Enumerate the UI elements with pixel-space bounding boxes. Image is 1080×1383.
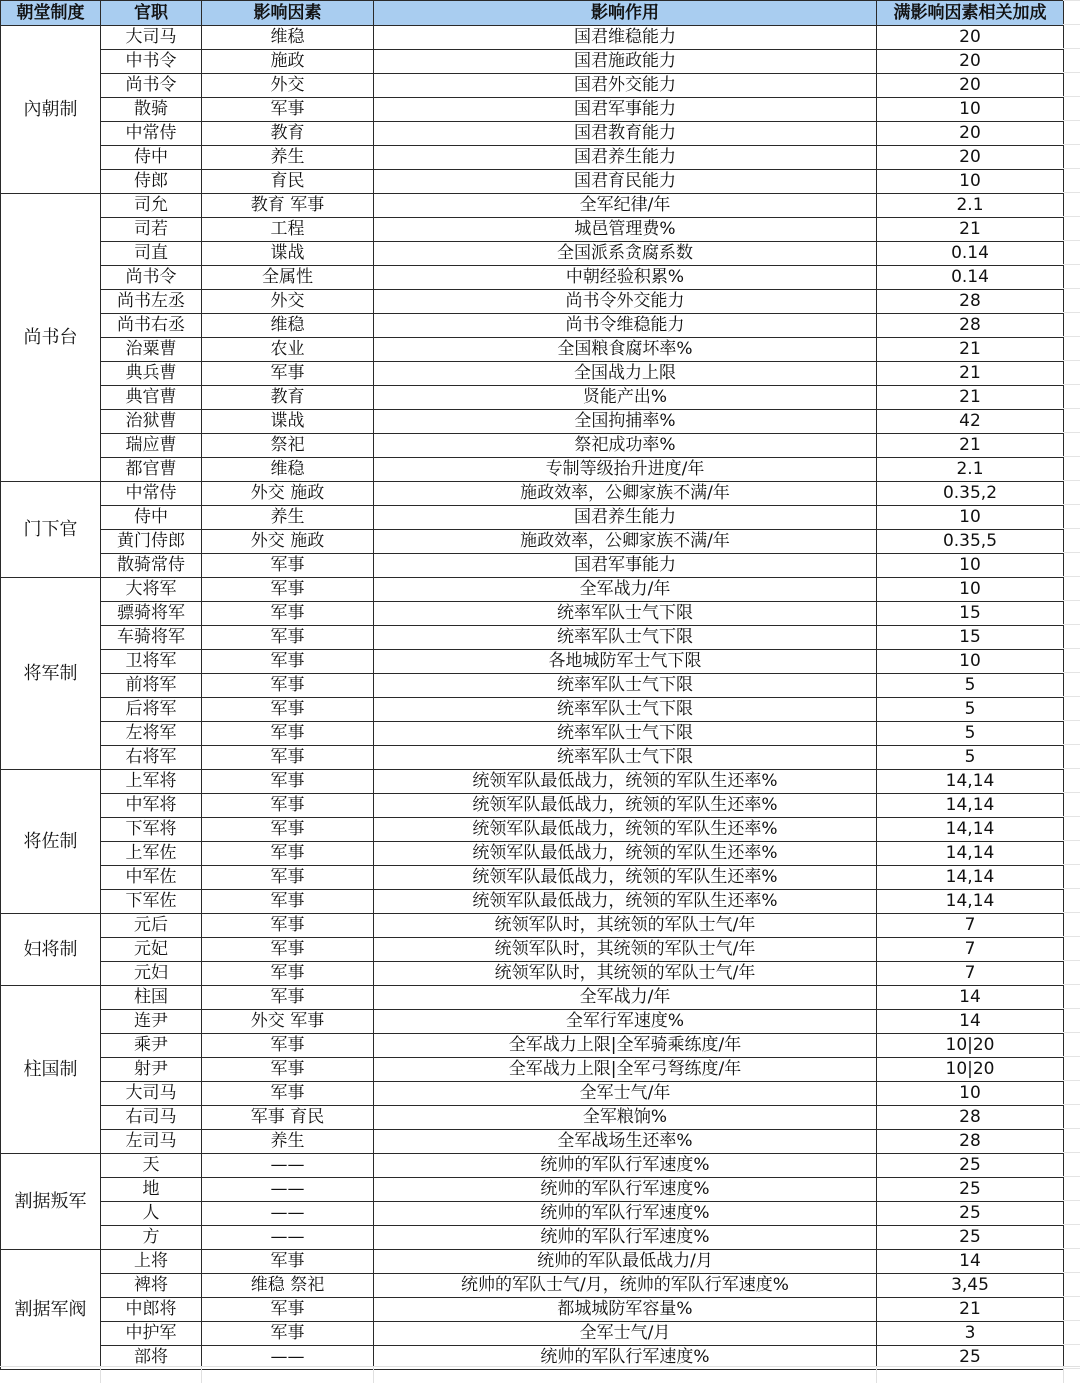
- factor-cell[interactable]: 外交: [202, 74, 374, 98]
- bonus-cell[interactable]: 25: [877, 1226, 1064, 1250]
- office-cell[interactable]: 瑞应曹: [101, 434, 202, 458]
- office-cell[interactable]: 骠骑将军: [101, 602, 202, 626]
- table-row: [1, 314, 1064, 338]
- table-row: [1, 1106, 1064, 1130]
- table-row: [1, 602, 1064, 626]
- bonus-cell[interactable]: 7: [877, 914, 1064, 938]
- factor-cell[interactable]: 教育 军事: [202, 194, 374, 218]
- factor-cell[interactable]: 军事: [202, 842, 374, 866]
- bonus-cell[interactable]: 28: [877, 290, 1064, 314]
- bonus-cell[interactable]: 10: [877, 554, 1064, 578]
- office-cell[interactable]: 司允: [101, 194, 202, 218]
- factor-cell[interactable]: 维稳 祭祀: [202, 1274, 374, 1298]
- factor-cell[interactable]: 军事: [202, 1322, 374, 1346]
- table-row: [1, 818, 1064, 842]
- effect-cell[interactable]: 全国拘捕率%: [374, 410, 877, 434]
- effect-cell[interactable]: 全军纪律/年: [374, 194, 877, 218]
- bonus-cell[interactable]: 21: [877, 362, 1064, 386]
- bonus-cell[interactable]: 14,14: [877, 890, 1064, 914]
- bonus-cell[interactable]: 25: [877, 1154, 1064, 1178]
- effect-cell[interactable]: 施政效率，公卿家族不满/年: [374, 482, 877, 506]
- table-row: [1, 1178, 1064, 1202]
- table-row: [1, 1250, 1064, 1274]
- table-row: [1, 98, 1064, 122]
- office-cell[interactable]: 侍中: [101, 506, 202, 530]
- bonus-cell[interactable]: 20: [877, 146, 1064, 170]
- effect-cell[interactable]: 统率军队士气下限: [374, 626, 877, 650]
- effect-cell[interactable]: 国君养生能力: [374, 506, 877, 530]
- effect-cell[interactable]: 尚书令维稳能力: [374, 314, 877, 338]
- office-cell[interactable]: 乘尹: [101, 1034, 202, 1058]
- factor-cell[interactable]: 军事: [202, 1250, 374, 1274]
- effect-cell[interactable]: 国君军事能力: [374, 554, 877, 578]
- bonus-cell[interactable]: 25: [877, 1346, 1064, 1370]
- factor-cell[interactable]: 军事 育民: [202, 1106, 374, 1130]
- table-row: [1, 1010, 1064, 1034]
- factor-cell[interactable]: 军事: [202, 650, 374, 674]
- office-cell[interactable]: 裨将: [101, 1274, 202, 1298]
- factor-cell[interactable]: 农业: [202, 338, 374, 362]
- office-cell[interactable]: 下军将: [101, 818, 202, 842]
- table-row: [1, 722, 1064, 746]
- factor-cell[interactable]: 军事: [202, 1058, 374, 1082]
- office-cell[interactable]: 左将军: [101, 722, 202, 746]
- bonus-cell[interactable]: 5: [877, 746, 1064, 770]
- effect-cell[interactable]: 国君育民能力: [374, 170, 877, 194]
- bonus-cell[interactable]: 25: [877, 1202, 1064, 1226]
- factor-cell[interactable]: ——: [202, 1154, 374, 1178]
- table-row: [1, 26, 1064, 50]
- table-row: [1, 866, 1064, 890]
- office-cell[interactable]: 中军佐: [101, 866, 202, 890]
- table-row: [1, 1274, 1064, 1298]
- header-office[interactable]: 官职: [101, 1, 202, 26]
- effect-cell[interactable]: 统领军队时，其统领的军队士气/年: [374, 938, 877, 962]
- effect-cell[interactable]: 全国战力上限: [374, 362, 877, 386]
- table-row: [1, 218, 1064, 242]
- table-row: [1, 362, 1064, 386]
- factor-cell[interactable]: ——: [202, 1178, 374, 1202]
- bonus-cell[interactable]: 14,14: [877, 770, 1064, 794]
- factor-cell[interactable]: ——: [202, 1226, 374, 1250]
- bonus-cell[interactable]: 14,14: [877, 818, 1064, 842]
- effect-cell[interactable]: 统率军队士气下限: [374, 746, 877, 770]
- office-cell[interactable]: 散骑: [101, 98, 202, 122]
- bonus-cell[interactable]: 3,45: [877, 1274, 1064, 1298]
- header-effect[interactable]: 影响作用: [374, 1, 877, 26]
- table-row: [1, 482, 1064, 506]
- table-row: [1, 674, 1064, 698]
- effect-cell[interactable]: 统领军队最低战力，统领的军队生还率%: [374, 770, 877, 794]
- office-cell[interactable]: 人: [101, 1202, 202, 1226]
- office-cell[interactable]: 右将军: [101, 746, 202, 770]
- table-row: [1, 554, 1064, 578]
- effect-cell[interactable]: 专制等级抬升进度/年: [374, 458, 877, 482]
- effect-cell[interactable]: 统领军队最低战力，统领的军队生还率%: [374, 794, 877, 818]
- bonus-cell[interactable]: 7: [877, 962, 1064, 986]
- factor-cell[interactable]: 军事: [202, 938, 374, 962]
- effect-cell[interactable]: 统帅的军队行军速度%: [374, 1346, 877, 1370]
- office-cell[interactable]: 连尹: [101, 1010, 202, 1034]
- effect-cell[interactable]: 统帅的军队行军速度%: [374, 1202, 877, 1226]
- effect-cell[interactable]: 都城城防军容量%: [374, 1298, 877, 1322]
- factor-cell[interactable]: 养生: [202, 506, 374, 530]
- table-row: [1, 794, 1064, 818]
- bonus-cell[interactable]: 5: [877, 674, 1064, 698]
- effect-cell[interactable]: 国君军事能力: [374, 98, 877, 122]
- table-row: [1, 290, 1064, 314]
- system-cell[interactable]: 将军制: [1, 578, 101, 770]
- office-cell[interactable]: 中书令: [101, 50, 202, 74]
- factor-cell[interactable]: 军事: [202, 362, 374, 386]
- table-row: [1, 770, 1064, 794]
- factor-cell[interactable]: 全属性: [202, 266, 374, 290]
- effect-cell[interactable]: 贤能产出%: [374, 386, 877, 410]
- factor-cell[interactable]: 养生: [202, 146, 374, 170]
- table-row: [1, 506, 1064, 530]
- bonus-cell[interactable]: 14,14: [877, 866, 1064, 890]
- table-row: [1, 1082, 1064, 1106]
- office-cell[interactable]: 中常侍: [101, 482, 202, 506]
- effect-cell[interactable]: 国君教育能力: [374, 122, 877, 146]
- office-cell[interactable]: 元妃: [101, 938, 202, 962]
- effect-cell[interactable]: 全军士气/年: [374, 1082, 877, 1106]
- office-cell[interactable]: 都官曹: [101, 458, 202, 482]
- bonus-cell[interactable]: 28: [877, 314, 1064, 338]
- office-cell[interactable]: 大司马: [101, 26, 202, 50]
- bonus-cell[interactable]: 14: [877, 986, 1064, 1010]
- effect-cell[interactable]: 统领军队最低战力，统领的军队生还率%: [374, 866, 877, 890]
- table-row: [1, 650, 1064, 674]
- bonus-cell[interactable]: 5: [877, 722, 1064, 746]
- office-cell[interactable]: 上军佐: [101, 842, 202, 866]
- bonus-cell[interactable]: 7: [877, 938, 1064, 962]
- bonus-cell[interactable]: 0.35,2: [877, 482, 1064, 506]
- office-cell[interactable]: 后将军: [101, 698, 202, 722]
- office-cell[interactable]: 卫将军: [101, 650, 202, 674]
- office-cell[interactable]: 上军将: [101, 770, 202, 794]
- bonus-cell[interactable]: 25: [877, 1178, 1064, 1202]
- effect-cell[interactable]: 城邑管理费%: [374, 218, 877, 242]
- bonus-cell[interactable]: 10: [877, 170, 1064, 194]
- table-row: [1, 458, 1064, 482]
- table-row: [1, 434, 1064, 458]
- bonus-cell[interactable]: 20: [877, 74, 1064, 98]
- table-row: [1, 986, 1064, 1010]
- office-cell[interactable]: 柱国: [101, 986, 202, 1010]
- office-cell[interactable]: 下军佐: [101, 890, 202, 914]
- empty-grid-row: [0, 1366, 1080, 1383]
- factor-cell[interactable]: 教育: [202, 122, 374, 146]
- table-row: [1, 1058, 1064, 1082]
- effect-cell[interactable]: 统率军队士气下限: [374, 674, 877, 698]
- office-cell[interactable]: 车骑将军: [101, 626, 202, 650]
- office-cell[interactable]: 上将: [101, 1250, 202, 1274]
- factor-cell[interactable]: 军事: [202, 818, 374, 842]
- empty-grid-column: [1063, 0, 1080, 1382]
- table-row: [1, 50, 1064, 74]
- bonus-cell[interactable]: 15: [877, 626, 1064, 650]
- effect-cell[interactable]: 统率军队士气下限: [374, 602, 877, 626]
- table-row: [1, 410, 1064, 434]
- table-row: [1, 266, 1064, 290]
- effect-cell[interactable]: 统率军队士气下限: [374, 722, 877, 746]
- header-bonus[interactable]: 满影响因素相关加成: [877, 1, 1064, 26]
- effect-cell[interactable]: 统帅的军队士气/月，统帅的军队行军速度%: [374, 1274, 877, 1298]
- effect-cell[interactable]: 统领军队最低战力，统领的军队生还率%: [374, 890, 877, 914]
- office-cell[interactable]: 侍中: [101, 146, 202, 170]
- system-cell[interactable]: 割据军阀: [1, 1250, 101, 1370]
- effect-cell[interactable]: 施政效率，公卿家族不满/年: [374, 530, 877, 554]
- header-row: [1, 1, 1064, 26]
- effect-cell[interactable]: 全军行军速度%: [374, 1010, 877, 1034]
- factor-cell[interactable]: 军事: [202, 890, 374, 914]
- factor-cell[interactable]: 外交 施政: [202, 482, 374, 506]
- effect-cell[interactable]: 国君养生能力: [374, 146, 877, 170]
- table-row: [1, 746, 1064, 770]
- office-cell[interactable]: 尚书右丞: [101, 314, 202, 338]
- effect-cell[interactable]: 统领军队时，其统领的军队士气/年: [374, 962, 877, 986]
- office-cell[interactable]: 司若: [101, 218, 202, 242]
- factor-cell[interactable]: 施政: [202, 50, 374, 74]
- factor-cell[interactable]: 军事: [202, 1082, 374, 1106]
- effect-cell[interactable]: 全国粮食腐坏率%: [374, 338, 877, 362]
- bonus-cell[interactable]: 14,14: [877, 842, 1064, 866]
- bonus-cell[interactable]: 2.1: [877, 458, 1064, 482]
- table-row: [1, 122, 1064, 146]
- system-cell[interactable]: 割据叛军: [1, 1154, 101, 1250]
- bonus-cell[interactable]: 15: [877, 602, 1064, 626]
- table-body: [1, 26, 1064, 1370]
- factor-cell[interactable]: 祭祀: [202, 434, 374, 458]
- system-cell[interactable]: 柱国制: [1, 986, 101, 1154]
- effect-cell[interactable]: 全军战力/年: [374, 578, 877, 602]
- factor-cell[interactable]: 军事: [202, 770, 374, 794]
- bonus-cell[interactable]: 0.14: [877, 242, 1064, 266]
- table-row: [1, 1034, 1064, 1058]
- table-row: [1, 146, 1064, 170]
- factor-cell[interactable]: 军事: [202, 602, 374, 626]
- bonus-cell[interactable]: 21: [877, 218, 1064, 242]
- office-cell[interactable]: 元妇: [101, 962, 202, 986]
- bonus-cell[interactable]: 3: [877, 1322, 1064, 1346]
- office-cell[interactable]: 治狱曹: [101, 410, 202, 434]
- table-row: [1, 938, 1064, 962]
- effect-cell[interactable]: 统领军队时，其统领的军队士气/年: [374, 914, 877, 938]
- office-cell[interactable]: 部将: [101, 1346, 202, 1370]
- office-cell[interactable]: 天: [101, 1154, 202, 1178]
- effect-cell[interactable]: 尚书令外交能力: [374, 290, 877, 314]
- effect-cell[interactable]: 全国派系贪腐系数: [374, 242, 877, 266]
- factor-cell[interactable]: 谍战: [202, 410, 374, 434]
- table-row: [1, 890, 1064, 914]
- table-row: [1, 1298, 1064, 1322]
- system-cell[interactable]: 內朝制: [1, 26, 101, 194]
- system-cell[interactable]: 妇将制: [1, 914, 101, 986]
- table-row: [1, 74, 1064, 98]
- table-row: [1, 626, 1064, 650]
- table-row: [1, 170, 1064, 194]
- office-cell[interactable]: 典兵曹: [101, 362, 202, 386]
- factor-cell[interactable]: 外交: [202, 290, 374, 314]
- bonus-cell[interactable]: 10: [877, 650, 1064, 674]
- bonus-cell[interactable]: 0.35,5: [877, 530, 1064, 554]
- effect-cell[interactable]: 各地城防军士气下限: [374, 650, 877, 674]
- factor-cell[interactable]: 军事: [202, 914, 374, 938]
- bonus-cell[interactable]: 42: [877, 410, 1064, 434]
- bonus-cell[interactable]: 14,14: [877, 794, 1064, 818]
- office-cell[interactable]: 大将军: [101, 578, 202, 602]
- effect-cell[interactable]: 全军战场生还率%: [374, 1130, 877, 1154]
- table-row: [1, 914, 1064, 938]
- factor-cell[interactable]: 外交 施政: [202, 530, 374, 554]
- office-cell[interactable]: 元后: [101, 914, 202, 938]
- factor-cell[interactable]: 军事: [202, 674, 374, 698]
- factor-cell[interactable]: 军事: [202, 986, 374, 1010]
- factor-cell[interactable]: 教育: [202, 386, 374, 410]
- table-row: [1, 194, 1064, 218]
- effect-cell[interactable]: 统帅的军队最低战力/月: [374, 1250, 877, 1274]
- office-cell[interactable]: 前将军: [101, 674, 202, 698]
- effect-cell[interactable]: 统帅的军队行军速度%: [374, 1226, 877, 1250]
- bonus-cell[interactable]: 10|20: [877, 1058, 1064, 1082]
- office-cell[interactable]: 左司马: [101, 1130, 202, 1154]
- bonus-cell[interactable]: 21: [877, 338, 1064, 362]
- bonus-cell[interactable]: 28: [877, 1130, 1064, 1154]
- factor-cell[interactable]: 军事: [202, 626, 374, 650]
- bonus-cell[interactable]: 20: [877, 26, 1064, 50]
- factor-cell[interactable]: 军事: [202, 98, 374, 122]
- bonus-cell[interactable]: 21: [877, 386, 1064, 410]
- effect-cell[interactable]: 统帅的军队行军速度%: [374, 1154, 877, 1178]
- factor-cell[interactable]: 军事: [202, 866, 374, 890]
- effect-cell[interactable]: 国君外交能力: [374, 74, 877, 98]
- office-cell[interactable]: 射尹: [101, 1058, 202, 1082]
- table-row: [1, 1130, 1064, 1154]
- factor-cell[interactable]: 维稳: [202, 314, 374, 338]
- table-row: [1, 242, 1064, 266]
- effect-cell[interactable]: 统领军队最低战力，统领的军队生还率%: [374, 818, 877, 842]
- factor-cell[interactable]: 军事: [202, 554, 374, 578]
- office-cell[interactable]: 地: [101, 1178, 202, 1202]
- office-cell[interactable]: 中常侍: [101, 122, 202, 146]
- effect-cell[interactable]: 国君施政能力: [374, 50, 877, 74]
- office-cell[interactable]: 中军将: [101, 794, 202, 818]
- factor-cell[interactable]: ——: [202, 1346, 374, 1370]
- office-cell[interactable]: 中护军: [101, 1322, 202, 1346]
- bonus-cell[interactable]: 10: [877, 1082, 1064, 1106]
- factor-cell[interactable]: 军事: [202, 794, 374, 818]
- office-cell[interactable]: 黄门侍郎: [101, 530, 202, 554]
- office-cell[interactable]: 尚书令: [101, 74, 202, 98]
- factor-cell[interactable]: 军事: [202, 578, 374, 602]
- table-row: [1, 1322, 1064, 1346]
- factor-cell[interactable]: 工程: [202, 218, 374, 242]
- office-cell[interactable]: 右司马: [101, 1106, 202, 1130]
- bonus-cell[interactable]: 21: [877, 1298, 1064, 1322]
- effect-cell[interactable]: 全军战力/年: [374, 986, 877, 1010]
- effect-cell[interactable]: 全军士气/月: [374, 1322, 877, 1346]
- table-row: [1, 1202, 1064, 1226]
- bonus-cell[interactable]: 0.14: [877, 266, 1064, 290]
- bonus-cell[interactable]: 20: [877, 122, 1064, 146]
- office-cell[interactable]: 司直: [101, 242, 202, 266]
- effect-cell[interactable]: 祭祀成功率%: [374, 434, 877, 458]
- effect-cell[interactable]: 全军战力上限|全军弓弩练度/年: [374, 1058, 877, 1082]
- office-cell[interactable]: 尚书左丞: [101, 290, 202, 314]
- bonus-cell[interactable]: 10|20: [877, 1034, 1064, 1058]
- factor-cell[interactable]: 维稳: [202, 458, 374, 482]
- factor-cell[interactable]: 军事: [202, 722, 374, 746]
- table-row: [1, 530, 1064, 554]
- bonus-cell[interactable]: 14: [877, 1250, 1064, 1274]
- factor-cell[interactable]: 军事: [202, 698, 374, 722]
- bonus-cell[interactable]: 21: [877, 434, 1064, 458]
- header-factor[interactable]: 影响因素: [202, 1, 374, 26]
- bonus-cell[interactable]: 10: [877, 578, 1064, 602]
- effect-cell[interactable]: 国君维稳能力: [374, 26, 877, 50]
- effect-cell[interactable]: 全军粮饷%: [374, 1106, 877, 1130]
- office-cell[interactable]: 大司马: [101, 1082, 202, 1106]
- system-cell[interactable]: 门下官: [1, 482, 101, 578]
- table-row: [1, 338, 1064, 362]
- factor-cell[interactable]: 养生: [202, 1130, 374, 1154]
- office-cell[interactable]: 典官曹: [101, 386, 202, 410]
- factor-cell[interactable]: 军事: [202, 1298, 374, 1322]
- factor-cell[interactable]: 谍战: [202, 242, 374, 266]
- bonus-cell[interactable]: 10: [877, 506, 1064, 530]
- factor-cell[interactable]: 军事: [202, 962, 374, 986]
- office-cell[interactable]: 治粟曹: [101, 338, 202, 362]
- office-cell[interactable]: 侍郎: [101, 170, 202, 194]
- bonus-cell[interactable]: 2.1: [877, 194, 1064, 218]
- office-cell[interactable]: 方: [101, 1226, 202, 1250]
- factor-cell[interactable]: 育民: [202, 170, 374, 194]
- office-cell[interactable]: 散骑常侍: [101, 554, 202, 578]
- factor-cell[interactable]: 军事: [202, 746, 374, 770]
- bonus-cell[interactable]: 10: [877, 98, 1064, 122]
- system-cell[interactable]: 尚书台: [1, 194, 101, 482]
- table-row: [1, 1226, 1064, 1250]
- bonus-cell[interactable]: 28: [877, 1106, 1064, 1130]
- factor-cell[interactable]: 军事: [202, 1034, 374, 1058]
- effect-cell[interactable]: 统率军队士气下限: [374, 698, 877, 722]
- effect-cell[interactable]: 全军战力上限|全军骑乘练度/年: [374, 1034, 877, 1058]
- table-row: [1, 578, 1064, 602]
- bonus-cell[interactable]: 14: [877, 1010, 1064, 1034]
- factor-cell[interactable]: ——: [202, 1202, 374, 1226]
- table-row: [1, 1154, 1064, 1178]
- header-system[interactable]: 朝堂制度: [1, 1, 101, 26]
- bonus-cell[interactable]: 20: [877, 50, 1064, 74]
- office-cell[interactable]: 中郎将: [101, 1298, 202, 1322]
- table-row: [1, 962, 1064, 986]
- table-row: [1, 698, 1064, 722]
- bonus-cell[interactable]: 5: [877, 698, 1064, 722]
- system-cell[interactable]: 将佐制: [1, 770, 101, 914]
- table-row: [1, 842, 1064, 866]
- office-cell[interactable]: 尚书令: [101, 266, 202, 290]
- effect-cell[interactable]: 统领军队最低战力，统领的军队生还率%: [374, 842, 877, 866]
- factor-cell[interactable]: 维稳: [202, 26, 374, 50]
- factor-cell[interactable]: 外交 军事: [202, 1010, 374, 1034]
- effect-cell[interactable]: 中朝经验积累%: [374, 266, 877, 290]
- effect-cell[interactable]: 统帅的军队行军速度%: [374, 1178, 877, 1202]
- table-row: [1, 386, 1064, 410]
